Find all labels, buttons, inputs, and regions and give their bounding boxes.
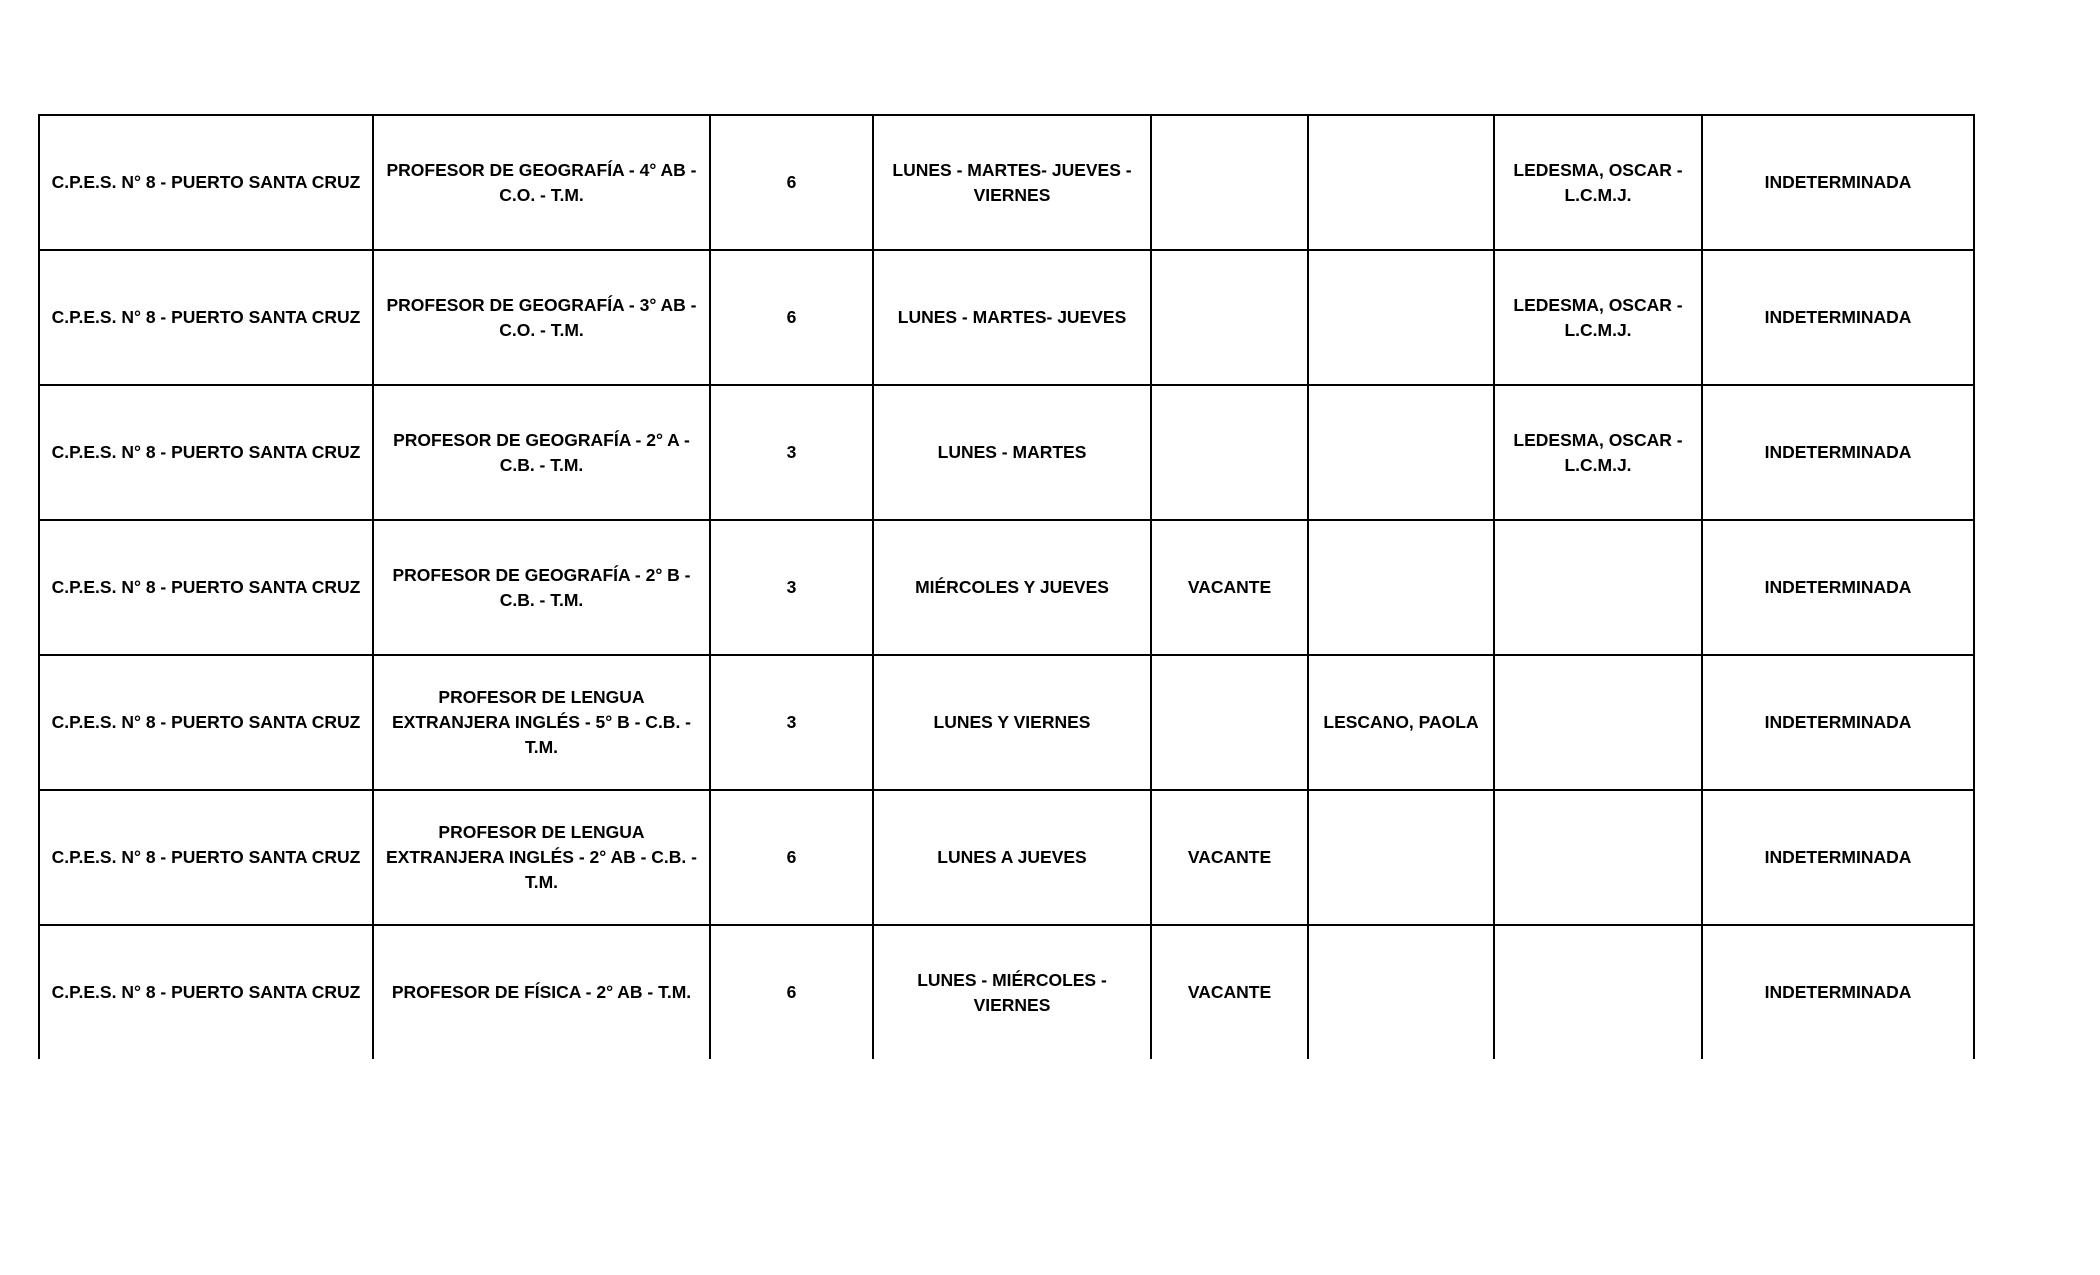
table-row bbox=[39, 790, 1974, 925]
days-cell: MIÉRCOLES Y JUEVES bbox=[873, 520, 1151, 655]
status-cell bbox=[1151, 115, 1308, 250]
status-cell: VACANTE bbox=[1151, 925, 1308, 1059]
replacement-cell bbox=[1494, 655, 1702, 790]
days-cell: LUNES - MARTES bbox=[873, 385, 1151, 520]
duration-cell: INDETERMINADA bbox=[1702, 385, 1974, 520]
table-row bbox=[39, 250, 1974, 385]
duration-cell: INDETERMINADA bbox=[1702, 925, 1974, 1059]
duration-cell: INDETERMINADA bbox=[1702, 115, 1974, 250]
position-cell: PROFESOR DE FÍSICA - 2° AB - T.M. bbox=[373, 925, 710, 1059]
position-cell: PROFESOR DE GEOGRAFÍA - 2° B - C.B. - T.M. bbox=[373, 520, 710, 655]
school-cell: C.P.E.S. N° 8 - PUERTO SANTA CRUZ bbox=[39, 655, 373, 790]
replacement-cell: LEDESMA, OSCAR - L.C.M.J. bbox=[1494, 385, 1702, 520]
teacher-cell bbox=[1308, 925, 1494, 1059]
hours-cell: 6 bbox=[710, 790, 873, 925]
school-cell: C.P.E.S. N° 8 - PUERTO SANTA CRUZ bbox=[39, 250, 373, 385]
status-cell bbox=[1151, 385, 1308, 520]
teacher-cell bbox=[1308, 520, 1494, 655]
position-cell: PROFESOR DE GEOGRAFÍA - 2° A - C.B. - T.M. bbox=[373, 385, 710, 520]
school-cell: C.P.E.S. N° 8 - PUERTO SANTA CRUZ bbox=[39, 385, 373, 520]
teacher-cell bbox=[1308, 250, 1494, 385]
position-cell: PROFESOR DE GEOGRAFÍA - 3° AB - C.O. - T.M. bbox=[373, 250, 710, 385]
days-cell: LUNES A JUEVES bbox=[873, 790, 1151, 925]
table-row bbox=[39, 115, 1974, 250]
replacement-cell: LEDESMA, OSCAR - L.C.M.J. bbox=[1494, 115, 1702, 250]
school-cell: C.P.E.S. N° 8 - PUERTO SANTA CRUZ bbox=[39, 925, 373, 1059]
teacher-cell bbox=[1308, 790, 1494, 925]
duration-cell: INDETERMINADA bbox=[1702, 250, 1974, 385]
table-row bbox=[39, 655, 1974, 790]
status-cell: VACANTE bbox=[1151, 520, 1308, 655]
school-cell: C.P.E.S. N° 8 - PUERTO SANTA CRUZ bbox=[39, 520, 373, 655]
replacement-cell bbox=[1494, 790, 1702, 925]
days-cell: LUNES Y VIERNES bbox=[873, 655, 1151, 790]
replacement-cell: LEDESMA, OSCAR - L.C.M.J. bbox=[1494, 250, 1702, 385]
hours-cell: 6 bbox=[710, 115, 873, 250]
position-cell: PROFESOR DE LENGUA EXTRANJERA INGLÉS - 2° AB - C.B. - T.M. bbox=[373, 790, 710, 925]
status-cell bbox=[1151, 655, 1308, 790]
teacher-cell: LESCANO, PAOLA bbox=[1308, 655, 1494, 790]
document-sheet bbox=[38, 114, 1973, 1059]
replacement-cell bbox=[1494, 520, 1702, 655]
table-body bbox=[39, 115, 1974, 1059]
table-row bbox=[39, 385, 1974, 520]
duration-cell: INDETERMINADA bbox=[1702, 790, 1974, 925]
hours-cell: 6 bbox=[710, 925, 873, 1059]
table-row bbox=[39, 925, 1974, 1059]
school-cell: C.P.E.S. N° 8 - PUERTO SANTA CRUZ bbox=[39, 790, 373, 925]
duration-cell: INDETERMINADA bbox=[1702, 520, 1974, 655]
hours-cell: 3 bbox=[710, 520, 873, 655]
hours-cell: 3 bbox=[710, 655, 873, 790]
replacement-cell bbox=[1494, 925, 1702, 1059]
hours-cell: 3 bbox=[710, 385, 873, 520]
days-cell: LUNES - MIÉRCOLES - VIERNES bbox=[873, 925, 1151, 1059]
table-row bbox=[39, 520, 1974, 655]
status-cell bbox=[1151, 250, 1308, 385]
days-cell: LUNES - MARTES- JUEVES - VIERNES bbox=[873, 115, 1151, 250]
position-cell: PROFESOR DE LENGUA EXTRANJERA INGLÉS - 5° B - C.B. - T.M. bbox=[373, 655, 710, 790]
hours-cell: 6 bbox=[710, 250, 873, 385]
position-cell: PROFESOR DE GEOGRAFÍA - 4° AB - C.O. - T.M. bbox=[373, 115, 710, 250]
teacher-cell bbox=[1308, 115, 1494, 250]
duration-cell: INDETERMINADA bbox=[1702, 655, 1974, 790]
days-cell: LUNES - MARTES- JUEVES bbox=[873, 250, 1151, 385]
vacancies-table bbox=[38, 114, 1975, 1059]
status-cell: VACANTE bbox=[1151, 790, 1308, 925]
school-cell: C.P.E.S. N° 8 - PUERTO SANTA CRUZ bbox=[39, 115, 373, 250]
teacher-cell bbox=[1308, 385, 1494, 520]
